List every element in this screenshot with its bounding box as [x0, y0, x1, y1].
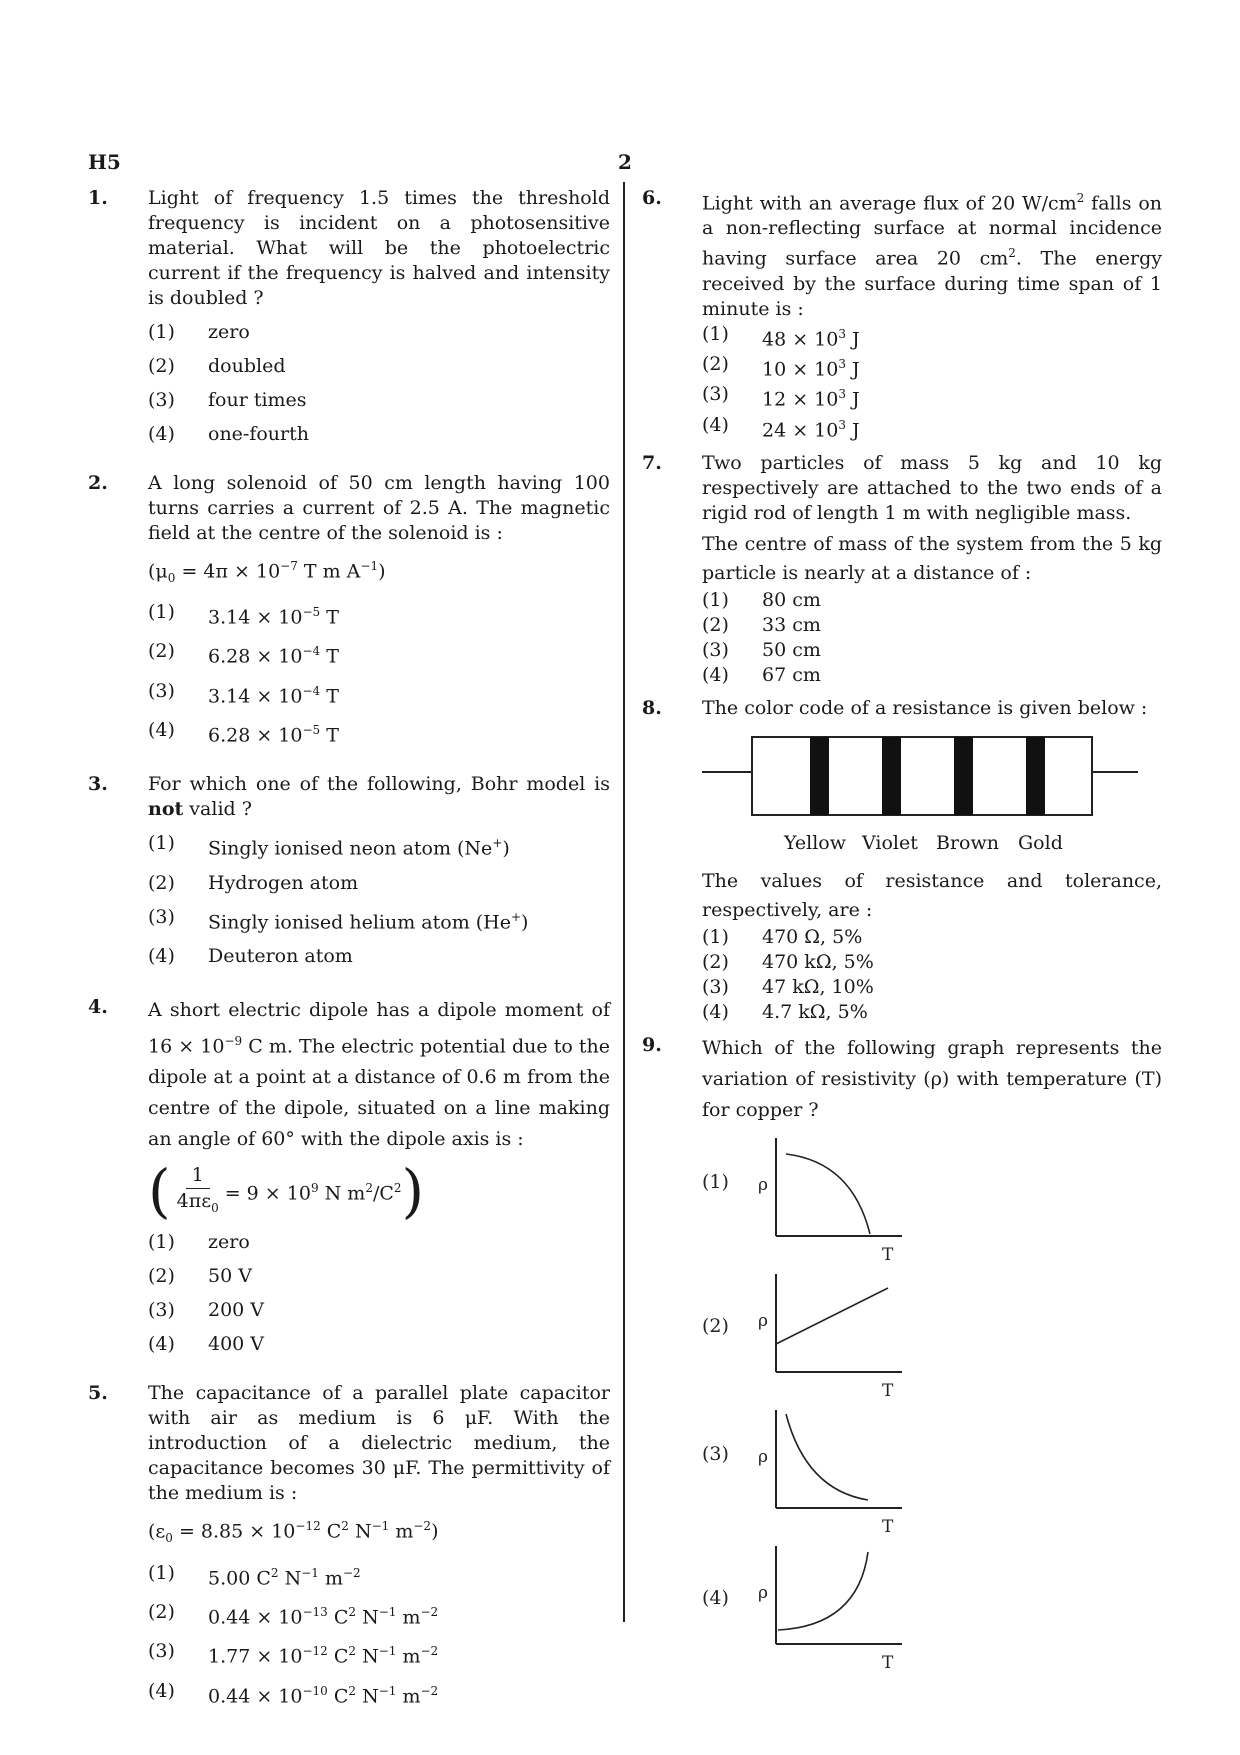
y-axis-label: ρ [758, 1446, 768, 1467]
option-1[interactable]: (1) Singly ionised neon atom (Ne+) [148, 832, 510, 860]
question-stem: Two particles of mass 5 kg and 10 kg respectively are attached to the two ends of a rigid rod of length 1 m with negligible mass. [702, 451, 1162, 524]
option-2[interactable]: (2) doubled [148, 355, 286, 377]
question-stem: Light of frequency 1.5 times the threshold frequency is incident on a photosensitive material. What will be the photoelectric current if the frequency is halved and intensity is doubled ? [148, 187, 610, 309]
question-7 [642, 451, 1162, 688]
curve [786, 1154, 870, 1234]
options-list [148, 1561, 610, 1709]
band-label-2: Violet [862, 831, 918, 854]
band-1 [810, 737, 829, 815]
options-list [702, 588, 1162, 688]
question-1 [88, 186, 610, 447]
y-axis-label: ρ [758, 1582, 768, 1603]
question-8 [642, 696, 1162, 1025]
option-1[interactable]: (1) zero [148, 1231, 250, 1254]
option-4[interactable]: (4) Deuteron atom [148, 945, 353, 968]
graph-option-1[interactable] [702, 1132, 942, 1268]
question-6 [642, 186, 1162, 443]
question-stem: The color code of a resistance is given below : [702, 696, 1148, 719]
given-constant: ($\mu_0 = 4\pi \times 10^{-7}$ T m $A^{-1}$) [148, 559, 386, 586]
graph-option-3[interactable] [702, 1404, 942, 1540]
option-3[interactable]: (3) 50 cm [702, 638, 821, 661]
option-4[interactable]: (4) 67 cm [702, 663, 821, 686]
question-number: 6. [642, 187, 662, 209]
question-number: 3. [88, 773, 108, 796]
graph-label-3: (3) [702, 1442, 729, 1465]
question-stem: A long solenoid of 50 cm length having 100 turns carries a current of 2.5 A. The magnetic field at the centre of the solenoid is : [148, 472, 610, 544]
options-list [148, 320, 610, 447]
question-stem: Which of the following graph represents the variation of resistivity (ρ) with temperature (T) for copper ? [702, 1036, 1162, 1121]
option-1[interactable]: (1) $48 \times 10^3$ J [702, 322, 860, 350]
graph-label-1: (1) [702, 1170, 729, 1193]
option-4[interactable]: (4) 400 V [148, 1333, 265, 1356]
question-stem: Light with an average flux of 20 $W/cm^2$ falls on a non-reflecting surface at normal incidence having surface area 20 $cm^2$. The energy received by the surface during time span of 1 minute is : [702, 191, 1162, 320]
question-stem: A short electric dipole has a dipole moment of $16 \times 10^{-9}$ C m. The electric potential due to the dipole at a point at a distance of 0.6 m from the centre of the dipole, situated on a line making an angle of 60° with the dipole axis is : [148, 999, 610, 1151]
question-3 [88, 772, 610, 969]
option-2[interactable]: (2) $0.44 \times 10^{-13}$ $C^2$ $N^{-1}$ $m^{-2}$ [148, 1600, 439, 1629]
curve [786, 1414, 868, 1500]
question-stem-2: The centre of mass of the system from the 5 kg particle is nearly at a distance of : [702, 532, 1162, 584]
option-2[interactable]: (2) Hydrogen atom [148, 871, 359, 894]
option-4[interactable]: (4) one-fourth [148, 423, 310, 445]
option-2[interactable]: (2) 50 V [148, 1265, 252, 1288]
question-number: 5. [88, 1382, 108, 1405]
x-axis-label: T [882, 1244, 894, 1265]
x-axis-label: T [882, 1652, 894, 1673]
paper-code: H5 [88, 150, 121, 174]
graph-label-4: (4) [702, 1586, 729, 1609]
column-divider [623, 182, 625, 1622]
x-axis-label: T [882, 1380, 894, 1401]
question-number: 8. [642, 696, 662, 719]
question-number: 2. [88, 472, 108, 494]
question-stem-2: The values of resistance and tolerance, respectively, are : [702, 869, 1162, 921]
options-list [702, 322, 1162, 443]
option-1[interactable]: (1) zero [148, 321, 250, 343]
curve [778, 1552, 868, 1630]
option-4[interactable]: (4) $6.28 \times 10^{-5}$ T [148, 719, 339, 747]
option-2[interactable]: (2) $6.28 \times 10^{-4}$ T [148, 640, 339, 668]
options-list [702, 925, 1162, 1025]
graph-label-2: (2) [702, 1314, 729, 1337]
resistor-diagram [702, 729, 1162, 833]
curve [776, 1288, 888, 1344]
band-labels [702, 833, 1162, 859]
left-column [88, 186, 610, 1709]
band-label-3: Brown [936, 831, 999, 854]
option-3[interactable]: (3) Singly ionised helium atom (He+) [148, 905, 529, 934]
option-3[interactable]: (3) $12 \times 10^3$ J [702, 383, 860, 411]
options-list [148, 831, 610, 969]
band-4 [1026, 737, 1045, 815]
question-9 [642, 1033, 1162, 1676]
graph-option-2[interactable] [702, 1268, 942, 1404]
question-number: 7. [642, 451, 662, 474]
options-list [148, 600, 610, 748]
band-3 [954, 737, 973, 815]
x-axis-label: T [882, 1516, 894, 1537]
question-4 [88, 995, 610, 1357]
option-3[interactable]: (3) 200 V [148, 1299, 265, 1322]
graph-option-4[interactable] [702, 1540, 942, 1676]
y-axis-label: ρ [758, 1310, 768, 1331]
option-3[interactable]: (3) $3.14 \times 10^{-4}$ T [148, 679, 339, 708]
option-1[interactable]: (1) 80 cm [702, 588, 821, 611]
page-header [88, 150, 1152, 178]
question-number: 4. [88, 996, 108, 1019]
page-number: 2 [618, 150, 632, 174]
option-4[interactable]: (4) $24 \times 10^3$ J [702, 413, 860, 441]
question-number: 1. [88, 187, 108, 209]
option-2[interactable]: (2) 470 kΩ, 5% [702, 950, 874, 973]
question-stem: For which one of the following, Bohr model is not valid ? [148, 773, 610, 821]
question-2 [88, 471, 610, 748]
question-stem: The capacitance of a parallel plate capacitor with air as medium is 6 μF. With the introduction of a dielectric medium, the capacitance becomes 30 μF. The permittivity of the medium is : [148, 1382, 610, 1505]
y-axis-label: ρ [758, 1174, 768, 1195]
given-constant: ( $\frac{1}{4\pi\varepsilon_0}$ = $9 \times 10^9$ N $m^2/C^2$ ) [148, 1157, 425, 1226]
options-list [148, 1230, 610, 1357]
option-3[interactable]: (3) 47 kΩ, 10% [702, 975, 874, 998]
option-1[interactable]: (1) $3.14 \times 10^{-5}$ T [148, 601, 339, 629]
band-label-1: Yellow [784, 831, 846, 854]
option-4[interactable]: (4) $0.44 \times 10^{-10}$ $C^2$ $N^{-1}$ $m^{-2}$ [148, 1679, 439, 1707]
given-constant: ($\varepsilon_0 = 8.85 \times 10^{-12}$ $C^2$ $N^{-1}$ $m^{-2}$) [148, 1519, 439, 1546]
option-2[interactable]: (2) 33 cm [702, 613, 821, 636]
option-3[interactable]: (3) four times [148, 389, 307, 411]
option-1[interactable]: (1) 470 Ω, 5% [702, 925, 863, 948]
option-4[interactable]: (4) 4.7 kΩ, 5% [702, 1000, 868, 1023]
question-5 [88, 1381, 610, 1708]
band-label-4: Gold [1018, 831, 1063, 854]
band-2 [882, 737, 901, 815]
option-1[interactable]: (1) 5.00 $C^2$ $N^{-1}$ $m^{-2}$ [148, 1561, 361, 1589]
option-3[interactable]: (3) $1.77 \times 10^{-12}$ $C^2$ $N^{-1}$ $m^{-2}$ [148, 1640, 439, 1668]
option-2[interactable]: (2) $10 \times 10^3$ J [702, 352, 860, 381]
right-column [642, 186, 1162, 1676]
question-number: 9. [642, 1033, 662, 1056]
